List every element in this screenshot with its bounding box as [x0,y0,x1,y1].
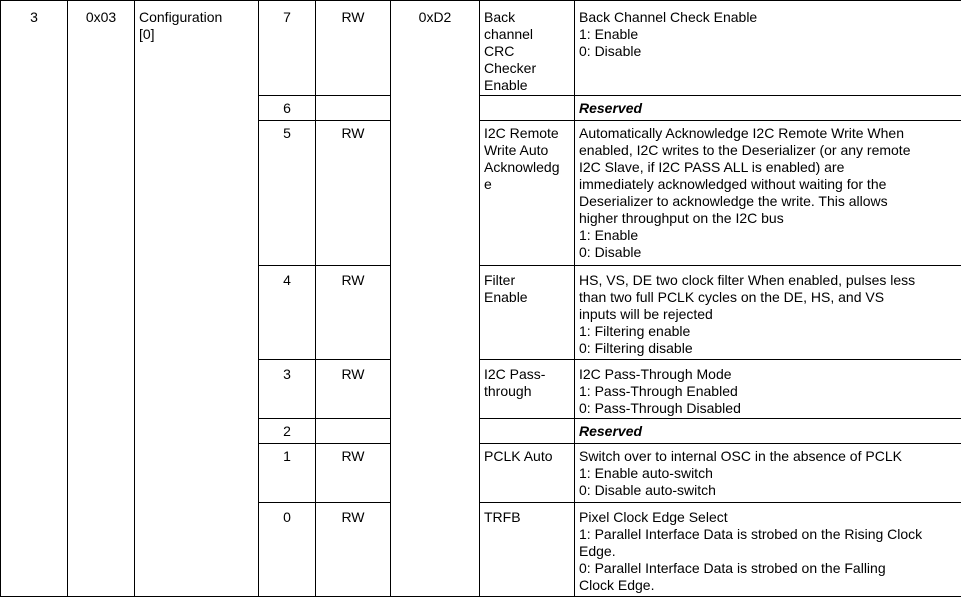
bit-description [575,444,961,503]
bit-number: 7 [259,1,316,96]
bit-field-name [480,503,575,597]
cell-line: CRC [484,43,515,59]
register-name-line1: Configuration [139,9,223,25]
bit-number: 4 [259,266,316,360]
cell-line: Enable [484,289,528,305]
bit-field-name [480,444,575,503]
bit-access: RW [316,121,391,266]
register-table-body [1,1,961,597]
cell-line: Deserializer to acknowledge the write. This allows [579,193,888,209]
table-row [1,1,961,96]
cell-line: I2C Slave, if I2C PASS ALL is enabled) are [579,159,845,175]
cell-line: Checker [484,60,537,76]
register-default-value: 0xD2 [391,1,480,597]
bit-access: RW [316,444,391,503]
register-address-dec: 3 [1,1,68,597]
cell-line: 0: Disable auto-switch [579,482,716,498]
bit-number: 1 [259,444,316,503]
bit-number: 2 [259,419,316,444]
cell-line: Write Auto [484,142,549,158]
register-name [135,1,259,597]
bit-number: 0 [259,503,316,597]
register-address-hex: 0x03 [68,1,135,597]
cell-line: HS, VS, DE two clock filter When enabled, pulses less [579,272,916,288]
bit-description [575,1,961,96]
cell-line: 0: Disable [579,244,642,260]
cell-line: 1: Enable [579,227,639,243]
cell-line: higher throughput on the I2C bus [579,210,784,226]
cell-line: Switch over to internal OSC in the absence of PCLK [579,448,902,464]
cell-line: Reserved [579,100,643,116]
cell-line: 0: Disable [579,43,642,59]
cell-line: Pixel Clock Edge Select [579,509,728,525]
bit-number: 5 [259,121,316,266]
bit-description [575,121,961,266]
bit-description-reserved [575,419,961,444]
cell-line: 0: Pass-Through Disabled [579,400,741,416]
cell-line: Acknowledg [484,159,560,175]
bit-description [575,360,961,419]
cell-line: inputs will be rejected [579,306,713,322]
cell-line: enabled, I2C writes to the Deserializer (or any remote [579,142,911,158]
bit-field-name [480,419,575,444]
bit-field-name [480,266,575,360]
cell-line: Filter [484,272,516,288]
bit-field-name [480,121,575,266]
cell-line: 1: Filtering enable [579,323,691,339]
bit-description [575,503,961,597]
bit-field-name [480,1,575,96]
bit-access: RW [316,360,391,419]
cell-line: than two full PCLK cycles on the DE, HS, and VS [579,289,885,305]
cell-line: 1: Enable [579,26,639,42]
cell-line: 0: Parallel Interface Data is strobed on the Falling [579,560,886,576]
bit-number: 3 [259,360,316,419]
cell-line: immediately acknowledged without waiting for the [579,176,887,192]
cell-line: Back Channel Check Enable [579,9,758,25]
bit-description-reserved [575,96,961,121]
register-name-line2: [0] [139,26,155,42]
cell-line: through [484,383,532,399]
cell-line: Edge. [579,543,616,559]
cell-line: I2C Pass- [484,366,546,382]
bit-description [575,266,961,360]
cell-line: 0: Filtering disable [579,340,693,356]
cell-line: e [484,176,492,192]
bit-access [316,419,391,444]
cell-line: 1: Pass-Through Enabled [579,383,738,399]
cell-line: Reserved [579,423,643,439]
bit-access: RW [316,1,391,96]
bit-access: RW [316,503,391,597]
cell-line: channel [484,26,534,42]
cell-line: I2C Pass-Through Mode [579,366,732,382]
cell-line: Clock Edge. [579,577,655,593]
cell-line: PCLK Auto [484,448,553,464]
bit-field-name [480,360,575,419]
bit-access: RW [316,266,391,360]
cell-line: 1: Enable auto-switch [579,465,713,481]
bit-number: 6 [259,96,316,121]
cell-line: Automatically Acknowledge I2C Remote Write When [579,125,904,141]
cell-line: 1: Parallel Interface Data is strobed on the Rising Clock [579,526,923,542]
cell-line: TRFB [484,509,521,525]
bit-field-name [480,96,575,121]
bit-access [316,96,391,121]
cell-line: Back [484,9,516,25]
cell-line: I2C Remote [484,125,559,141]
cell-line: Enable [484,77,528,93]
